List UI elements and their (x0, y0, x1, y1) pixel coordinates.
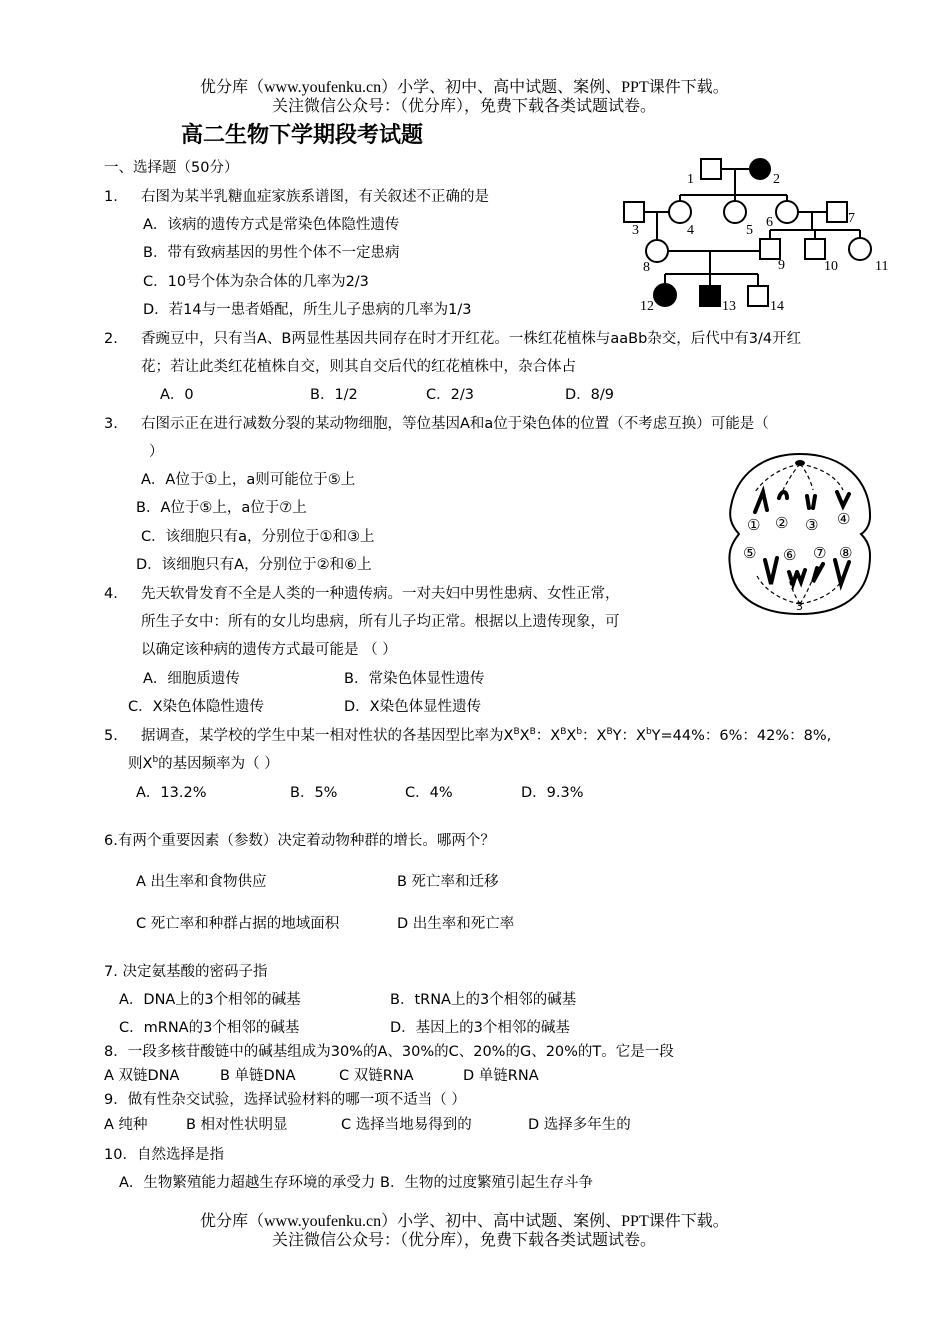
q8-option-b: B 单链DNA (220, 1068, 296, 1084)
svg-text:8: 8 (643, 260, 650, 275)
svg-text:1: 1 (687, 172, 694, 187)
q6-stem: 6.有两个重要因素（参数）决定着动物种群的增长。哪两个？ (104, 833, 495, 849)
svg-text:④: ④ (837, 510, 851, 528)
q2-line-2: 花；若让此类红花植株自交，则其自交后代的红花植株中，杂合体占 (141, 359, 576, 375)
q1-number: 1. (104, 189, 118, 205)
svg-text:③: ③ (805, 516, 819, 534)
q2-line-1: 香豌豆中，只有当A、B两显性基因共同存在时才开红花。一株红花植株与aaBb杂交，后代中有3/4开红 (141, 331, 802, 347)
q4-option-b: B．常染色体显性遗传 (344, 671, 485, 687)
q4-option-d: D．X染色体显性遗传 (344, 699, 482, 715)
pedigree-individual-3 (624, 202, 644, 222)
svg-text:14: 14 (770, 299, 784, 314)
pedigree-individual-7 (827, 202, 847, 222)
q7-option-d: D．基因上的3个相邻的碱基 (390, 1020, 570, 1036)
svg-text:13: 13 (722, 299, 736, 314)
q4-option-c: C．X染色体隐性遗传 (128, 699, 265, 715)
pedigree-individual-11 (849, 238, 871, 260)
svg-text:12: 12 (640, 299, 654, 314)
pedigree-individual-8 (646, 240, 668, 262)
pedigree-individual-12 (654, 284, 676, 306)
page-title: 高二生物下学期段考试题 (181, 122, 424, 148)
pedigree-individual-14 (748, 286, 768, 306)
svg-text:9: 9 (778, 258, 785, 273)
q3-option-c: C．该细胞只有a，分别位于①和③上 (141, 529, 375, 545)
q10-stem: 10．自然选择是指 (104, 1147, 224, 1163)
q5-option-c: C．4% (405, 785, 453, 801)
q7-option-c: C．mRNA的3个相邻的碱基 (119, 1020, 300, 1036)
q9-option-a: A 纯种 (104, 1117, 148, 1133)
q2-number: 2. (104, 331, 118, 347)
svg-text:11: 11 (875, 259, 889, 274)
q1-option-d: D．若14与一患者婚配，所生儿子患病的几率为1/3 (143, 302, 472, 318)
pedigree-individual-13 (700, 286, 720, 306)
q1-option-c: C．10号个体为杂合体的几率为2/3 (143, 274, 369, 290)
q2-option-a: A．0 (160, 387, 194, 403)
q10-options-ab: A．生物繁殖能力超越生存环境的承受力 B．生物的过度繁殖引起生存斗争 (119, 1175, 593, 1191)
q5-stem: 据调查，某学校的学生中某一相对性状的各基因型比率为$X^BX^B$：$X^BX^b$：$X^BY$：$X^bY=44\%$：6%：42%：8%, (141, 727, 832, 744)
svg-text:4: 4 (687, 223, 694, 238)
svg-text:⑦: ⑦ (813, 544, 827, 562)
section-heading: 一、选择题（50分） (104, 160, 239, 176)
q1-option-a: A．该病的遗传方式是常染色体隐性遗传 (143, 217, 400, 233)
q1-stem: 右图为某半乳糖血症家族系谱图，有关叙述不正确的是 (141, 189, 489, 205)
q5-line-2: 则$X^b$的基因频率为（ ） (128, 755, 279, 772)
svg-text:2: 2 (773, 172, 780, 187)
svg-text:3: 3 (632, 223, 639, 238)
q7-stem: 7. 决定氨基酸的密码子指 (104, 964, 268, 980)
pedigree-individual-9 (760, 239, 780, 259)
svg-text:⑥: ⑥ (783, 546, 797, 564)
pedigree-individual-2 (750, 159, 770, 179)
q7-option-a: A．DNA上的3个相邻的碱基 (119, 992, 301, 1008)
q3-option-b: B．A位于⑤上，a位于⑦上 (136, 500, 307, 516)
header-line-1: 优分库（www.youfenku.cn）小学、初中、高中试题、案例、PPT课件下载。 (200, 79, 729, 96)
pedigree-diagram (615, 150, 900, 320)
svg-text:3: 3 (796, 600, 803, 613)
q5-option-a: A．13.2% (136, 785, 207, 801)
q6-option-c: C 死亡率和种群占据的地域面积 (136, 916, 340, 932)
svg-text:10: 10 (824, 259, 838, 274)
q6-option-b: B 死亡率和迁移 (397, 874, 499, 890)
q5-number: 5. (104, 728, 118, 744)
q8-option-c: C 双链RNA (339, 1068, 414, 1084)
pedigree-individual-1 (701, 159, 721, 179)
pedigree-individual-5 (724, 201, 746, 223)
header-line-2: 关注微信公众号：（优分库），免费下载各类试题试卷。 (272, 98, 657, 115)
svg-text:⑤: ⑤ (743, 544, 757, 562)
q4-option-a: A．细胞质遗传 (143, 671, 240, 687)
q1-option-b: B．带有致病基因的男性个体不一定患病 (143, 245, 400, 261)
q3-line-1: 右图示正在进行减数分裂的某动物细胞，等位基因A和a位于染色体的位置（不考虑互换）可能是（ (141, 416, 769, 432)
svg-text:②: ② (775, 514, 789, 532)
svg-text:①: ① (747, 516, 761, 534)
q3-option-a: A．A位于①上，a则可能位于⑤上 (141, 472, 356, 488)
q5-option-d: D．9.3% (521, 785, 584, 801)
q2-option-b: B．1/2 (310, 387, 358, 403)
svg-text:7: 7 (848, 211, 855, 226)
q3-number: 3. (104, 416, 118, 432)
svg-text:6: 6 (766, 215, 773, 230)
q9-option-c: C 选择当地易得到的 (341, 1117, 472, 1133)
q3-line-2: ） (149, 444, 164, 460)
q6-option-d: D 出生率和死亡率 (397, 916, 515, 932)
footer-line-1: 优分库（www.youfenku.cn）小学、初中、高中试题、案例、PPT课件下载。 (200, 1213, 729, 1230)
footer-line-2: 关注微信公众号：（优分库），免费下载各类试题试卷。 (272, 1232, 657, 1249)
q4-line-1: 先天软骨发育不全是人类的一种遗传病。一对夫妇中男性患病、女性正常， (141, 586, 620, 602)
q8-option-d: D 单链RNA (463, 1068, 539, 1084)
q6-option-a: A 出生率和食物供应 (136, 874, 267, 890)
q9-option-b: B 相对性状明显 (186, 1117, 288, 1133)
q8-stem: 8．一段多核苷酸链中的碱基组成为30%的A、30%的C、20%的G、20%的T。它是一段 (104, 1044, 674, 1060)
svg-text:5: 5 (746, 223, 753, 238)
q5-option-b: B．5% (290, 785, 338, 801)
q9-option-d: D 选择多年生的 (528, 1117, 631, 1133)
q4-line-2: 所生子女中：所有的女儿均患病，所有儿子均正常。根据以上遗传现象，可 (141, 614, 620, 630)
q3-option-d: D．该细胞只有A，分别位于②和⑥上 (136, 557, 372, 573)
q8-option-a: A 双链DNA (104, 1068, 180, 1084)
pedigree-individual-6 (776, 201, 798, 223)
pedigree-individual-4 (669, 201, 691, 223)
pedigree-individual-10 (805, 239, 825, 259)
q7-option-b: B．tRNA上的3个相邻的碱基 (390, 992, 577, 1008)
q2-option-c: C．2/3 (426, 387, 474, 403)
svg-text:⑧: ⑧ (839, 544, 853, 562)
q4-line-3: 以确定该种病的遗传方式最可能是 （ ） (141, 642, 397, 658)
cell-division-diagram (725, 450, 875, 618)
q2-option-d: D．8/9 (565, 387, 615, 403)
q9-stem: 9．做有性杂交试验，选择试验材料的哪一项不适当（ ） (104, 1092, 466, 1108)
q4-number: 4. (104, 586, 118, 602)
